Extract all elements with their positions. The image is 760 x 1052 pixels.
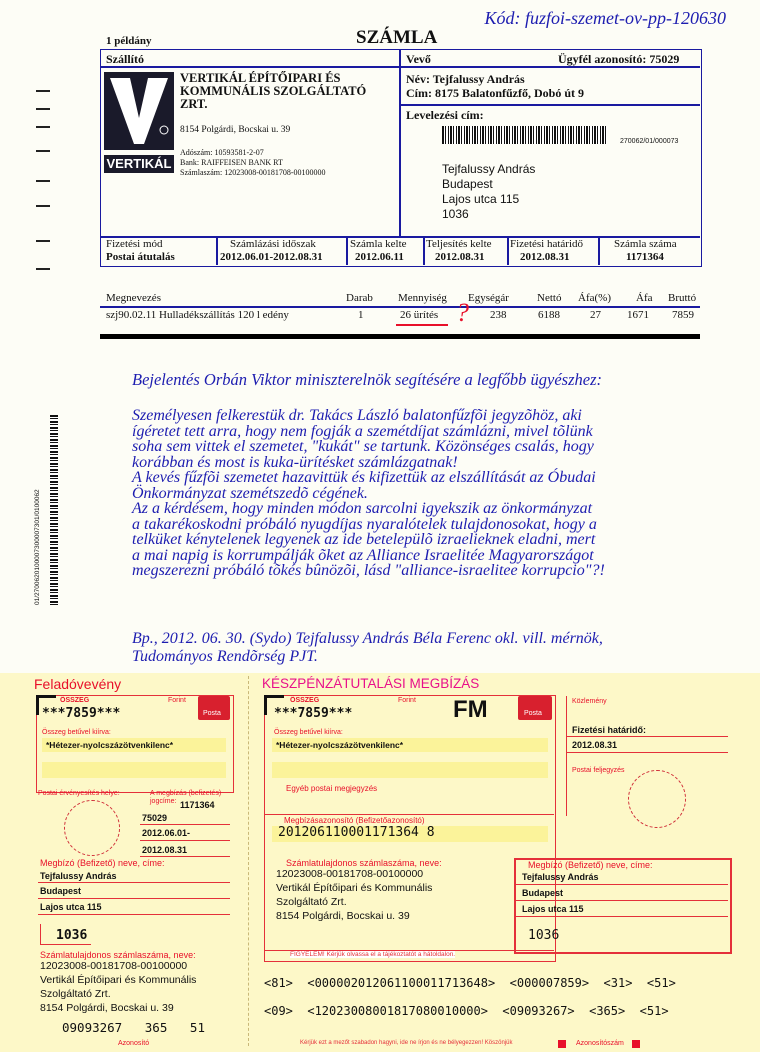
barcode-number: 270062/01/000073 bbox=[620, 138, 679, 145]
letter-line: Az a kérdésem, hogy minden módon sarcolni igyekszik az önkormányzat bbox=[132, 500, 593, 517]
right-payer-city: Budapest bbox=[522, 888, 564, 898]
right-szamla-label: Számlatulajdonos számlaszáma, neve: bbox=[286, 858, 442, 868]
mail-zip: 1036 bbox=[442, 207, 469, 221]
buyer-name: Név: Tejfalussy András bbox=[406, 72, 525, 86]
right-posta-text: Posta bbox=[524, 710, 542, 717]
right-payer-name: Tejfalussy András bbox=[522, 872, 599, 882]
letter-signature-org: Tudományos Rendõrség PJT. bbox=[132, 648, 318, 665]
left-amount: ***7859*** bbox=[42, 706, 121, 721]
logo-text: VERTIKÁL bbox=[104, 155, 174, 173]
separator-bar bbox=[100, 334, 700, 339]
right-acc2: Vertikál Építőipari és Kommunális bbox=[276, 882, 433, 894]
info-value: 2012.08.31 bbox=[435, 251, 485, 263]
supplier-tax: Adószám: 10593581-2-07 bbox=[180, 148, 264, 157]
item-cell: 6188 bbox=[538, 309, 560, 321]
margin-mark bbox=[36, 205, 50, 207]
supplier-label: Szállító bbox=[106, 52, 144, 66]
letter-line: telküket kénytelenek legyenek az ide betelepülõ izraelieknek eladni, mert bbox=[132, 531, 596, 548]
customer-id: Ügyfél azonosító: 75029 bbox=[558, 52, 680, 66]
right-acc1: 12023008-00181708-00100000 bbox=[276, 868, 424, 880]
item-quantity: 26 ürítés bbox=[400, 309, 439, 321]
letter-line: Személyesen felkerestük dr. Takács László balatonfűzfõi jegyzõhöz, aki bbox=[132, 407, 582, 424]
item-cell: 1 bbox=[358, 309, 364, 321]
supplier-address: 8154 Polgárdi, Bocskai u. 39 bbox=[180, 125, 291, 135]
letter-line: a mai napig is korrumpálják õket az Alliance Israelitée Magyarországot bbox=[132, 546, 594, 564]
left-payer-zip: 1036 bbox=[56, 928, 88, 943]
item-header: Áfa bbox=[636, 292, 653, 304]
mail-name: Tejfalussy András bbox=[442, 162, 536, 176]
right-azon-label: Azonosítószám bbox=[576, 1040, 624, 1047]
mail-city: Budapest bbox=[442, 177, 493, 191]
right-osszeg-label: ÖSSZEG bbox=[290, 697, 320, 704]
letter-signature: Bp., 2012. 06. 30. (Sydo) Tejfalussy András Béla Ferenc okl. vill. mérnök, bbox=[132, 630, 603, 647]
question-mark: ? bbox=[456, 298, 469, 327]
left-acc2: Vertikál Építőipari és Kommunális bbox=[40, 974, 197, 986]
info-value: Postai átutalás bbox=[106, 251, 175, 263]
letter-line: a takarékoskodni próbáló nyugdíjas nyaralótelek tulajdonosokat, hogy a bbox=[132, 515, 597, 533]
right-betuvel: *Hétezer-nyolcszázötvenkilenc* bbox=[276, 740, 404, 750]
right-payer-street: Lajos utca 115 bbox=[522, 904, 584, 914]
mail-street: Lajos utca 115 bbox=[442, 192, 520, 206]
ocr-line-1: <81> <000002012061100011713648> <000007859> <31> <51> bbox=[264, 976, 676, 990]
ocr-line-2: <09> <12023008001817080010000> <09093267> <365> <51> bbox=[264, 1004, 669, 1018]
left-posta-text: Posta bbox=[203, 710, 221, 717]
margin-mark bbox=[36, 90, 50, 92]
supplier-bank: Bank: RAIFFEISEN BANK RT bbox=[180, 158, 283, 167]
item-cell: 1671 bbox=[627, 309, 649, 321]
margin-mark bbox=[36, 180, 50, 182]
info-header: Fizetési mód bbox=[106, 238, 163, 250]
left-ref2: 75029 bbox=[142, 813, 168, 823]
side-barcode bbox=[50, 415, 58, 605]
slip-left-title: Feladóvevény bbox=[34, 676, 122, 692]
left-postai-label: Postai érvényesítés helye: bbox=[38, 790, 120, 797]
item-header: Egységár bbox=[468, 292, 509, 304]
left-payer-name: Tejfalussy András bbox=[40, 871, 117, 881]
left-osszeg-label: ÖSSZEG bbox=[60, 697, 90, 704]
hatarido-value: 2012.08.31 bbox=[572, 740, 618, 750]
mail-barcode bbox=[442, 126, 607, 144]
info-header: Fizetési határidő bbox=[510, 238, 584, 250]
right-stamp-circle bbox=[628, 770, 686, 828]
letter-line: Önkormányzat szemétszedõ cégének. bbox=[132, 484, 368, 502]
right-acc4: 8154 Polgárdi, Bocskai u. 39 bbox=[276, 910, 410, 922]
document-title: SZÁMLA bbox=[356, 27, 438, 48]
info-value: 2012.06.11 bbox=[355, 251, 404, 263]
left-ref1: 1171364 bbox=[180, 800, 215, 810]
item-cell: 27 bbox=[590, 309, 601, 321]
info-value: 2012.06.01-2012.08.31 bbox=[220, 251, 323, 263]
right-egyeb-label: Egyéb postai megjegyzés bbox=[286, 784, 378, 793]
item-header: Nettó bbox=[537, 292, 562, 304]
info-header: Számlázási időszak bbox=[230, 238, 316, 250]
letter-line: A kevés fűzfõi szemetet hazavittük és kifizettük az elszállítását az Óbudai bbox=[132, 469, 596, 486]
letter-title: Bejelentés Orbán Viktor miniszterelnök segítésére a legfőbb ügyészhez: bbox=[132, 370, 602, 389]
fm-mark: FM bbox=[453, 696, 488, 723]
postai-feljegyzes-label: Postai feljegyzés bbox=[572, 767, 625, 774]
right-warning: FIGYELEM! Kérjük olvassa el a tájékoztatót a hátoldalon. bbox=[290, 951, 456, 958]
right-betuvel-label: Összeg betűvel kiírva: bbox=[274, 729, 343, 736]
left-megbizas-label: A megbízás (befizetés) jogcíme: bbox=[150, 790, 222, 805]
info-header: Teljesítés kelte bbox=[426, 238, 492, 250]
left-acc3: Szolgáltató Zrt. bbox=[40, 988, 111, 1000]
right-amount: ***7859*** bbox=[274, 706, 353, 721]
left-forint-label: Forint bbox=[168, 697, 186, 704]
vertikal-logo bbox=[104, 72, 174, 170]
letter-line: korábban és most is kuka-ürítésket számlázgatnak! bbox=[132, 453, 458, 471]
right-megbizas-azon-label: Megbízásazonosító (Befizetőazonosító) bbox=[284, 816, 425, 825]
margin-mark bbox=[36, 108, 50, 110]
right-forint-label: Forint bbox=[398, 697, 416, 704]
left-payer-city: Budapest bbox=[40, 886, 82, 896]
copy-label: 1 példány bbox=[106, 35, 152, 47]
margin-mark bbox=[36, 150, 50, 152]
left-szamla-label: Számlatulajdonos számlaszáma, neve: bbox=[40, 950, 196, 960]
left-ref4: 2012.08.31 bbox=[142, 845, 188, 855]
item-header: Mennyiség bbox=[398, 292, 447, 304]
left-acc4: 8154 Polgárdi, Bocskai u. 39 bbox=[40, 1002, 174, 1014]
kozlemeny-label: Közlemény bbox=[572, 698, 607, 705]
info-value: 1171364 bbox=[626, 251, 664, 263]
stamp-circle bbox=[64, 800, 120, 856]
letter-body bbox=[132, 408, 732, 579]
margin-mark bbox=[36, 126, 50, 128]
margin-mark bbox=[36, 240, 50, 242]
info-header: Számla száma bbox=[614, 238, 677, 250]
supplier-name: VERTIKÁL ÉPÍTŐIPARI ÉS KOMMUNÁLIS SZOLGÁLTATÓ ZRT. bbox=[180, 71, 367, 111]
left-payer-street: Lajos utca 115 bbox=[40, 902, 102, 912]
left-azon-label: Azonosító bbox=[118, 1040, 150, 1047]
info-value: 2012.08.31 bbox=[520, 251, 570, 263]
mail-label: Levelezési cím: bbox=[406, 108, 484, 122]
slip-right-title: KÉSZPÉNZÁTUTALÁSI MEGBÍZÁS bbox=[262, 676, 480, 691]
left-megbizo-label: Megbízó (Befizető) neve, címe: bbox=[40, 858, 165, 868]
item-header: Megnevezés bbox=[106, 292, 161, 304]
letter-line: megszerezni próbáló tõkés bûnözõi, lásd "alliance-israelitee korrupcio"?! bbox=[132, 562, 605, 579]
item-header: Áfa(%) bbox=[578, 292, 611, 304]
supplier-account: Számlaszám: 12023008-00181708-00100000 bbox=[180, 168, 326, 177]
left-betuvel-label: Összeg betűvel kiírva: bbox=[42, 729, 111, 736]
right-megbizo-label: Megbízó (Befizető) neve, címe: bbox=[528, 860, 653, 870]
right-payer-zip: 1036 bbox=[528, 928, 560, 943]
left-betuvel: *Hétezer-nyolcszázötvenkilenc* bbox=[46, 740, 174, 750]
letter-line: ígéretet tett arra, hogy nem fogják a szemétdíjat számlázni, mivel tõlünk bbox=[132, 422, 593, 440]
right-footer-note: Kérjük ezt a mezőt szabadon hagyni, ide ne írjon és ne bélyegezzen! Köszönjük bbox=[300, 1040, 513, 1046]
hatarido-label: Fizetési határidő: bbox=[572, 725, 647, 735]
quantity-underline bbox=[396, 324, 448, 326]
item-header: Bruttó bbox=[668, 292, 697, 304]
item-cell: szj90.02.11 Hulladékszállítás 120 l edény bbox=[106, 309, 289, 321]
side-code: 01/2700620100007300007301/0100062 bbox=[34, 489, 41, 605]
info-header: Számla kelte bbox=[350, 238, 407, 250]
item-header: Darab bbox=[346, 292, 373, 304]
left-acc1: 12023008-00181708-00100000 bbox=[40, 960, 188, 972]
letter-line: soha sem vittek el szemetet, "kukát" se tartunk. Közönséges csalás, hogy bbox=[132, 438, 594, 455]
buyer-label: Vevő bbox=[406, 52, 431, 66]
document-code: Kód: fuzfoi-szemet-ov-pp-120630 bbox=[484, 8, 726, 28]
right-megbizas-azon: 201206110001171364 8 bbox=[278, 825, 435, 840]
item-cell: 7859 bbox=[672, 309, 694, 321]
left-bottom-code: 09093267 365 51 bbox=[62, 1020, 205, 1035]
buyer-address: Cím: 8175 Balatonfűzfő, Dobó út 9 bbox=[406, 86, 585, 100]
right-acc3: Szolgáltató Zrt. bbox=[276, 896, 347, 908]
margin-mark bbox=[36, 268, 50, 270]
left-ref3: 2012.06.01- bbox=[142, 828, 191, 838]
item-cell: 238 bbox=[490, 309, 507, 321]
